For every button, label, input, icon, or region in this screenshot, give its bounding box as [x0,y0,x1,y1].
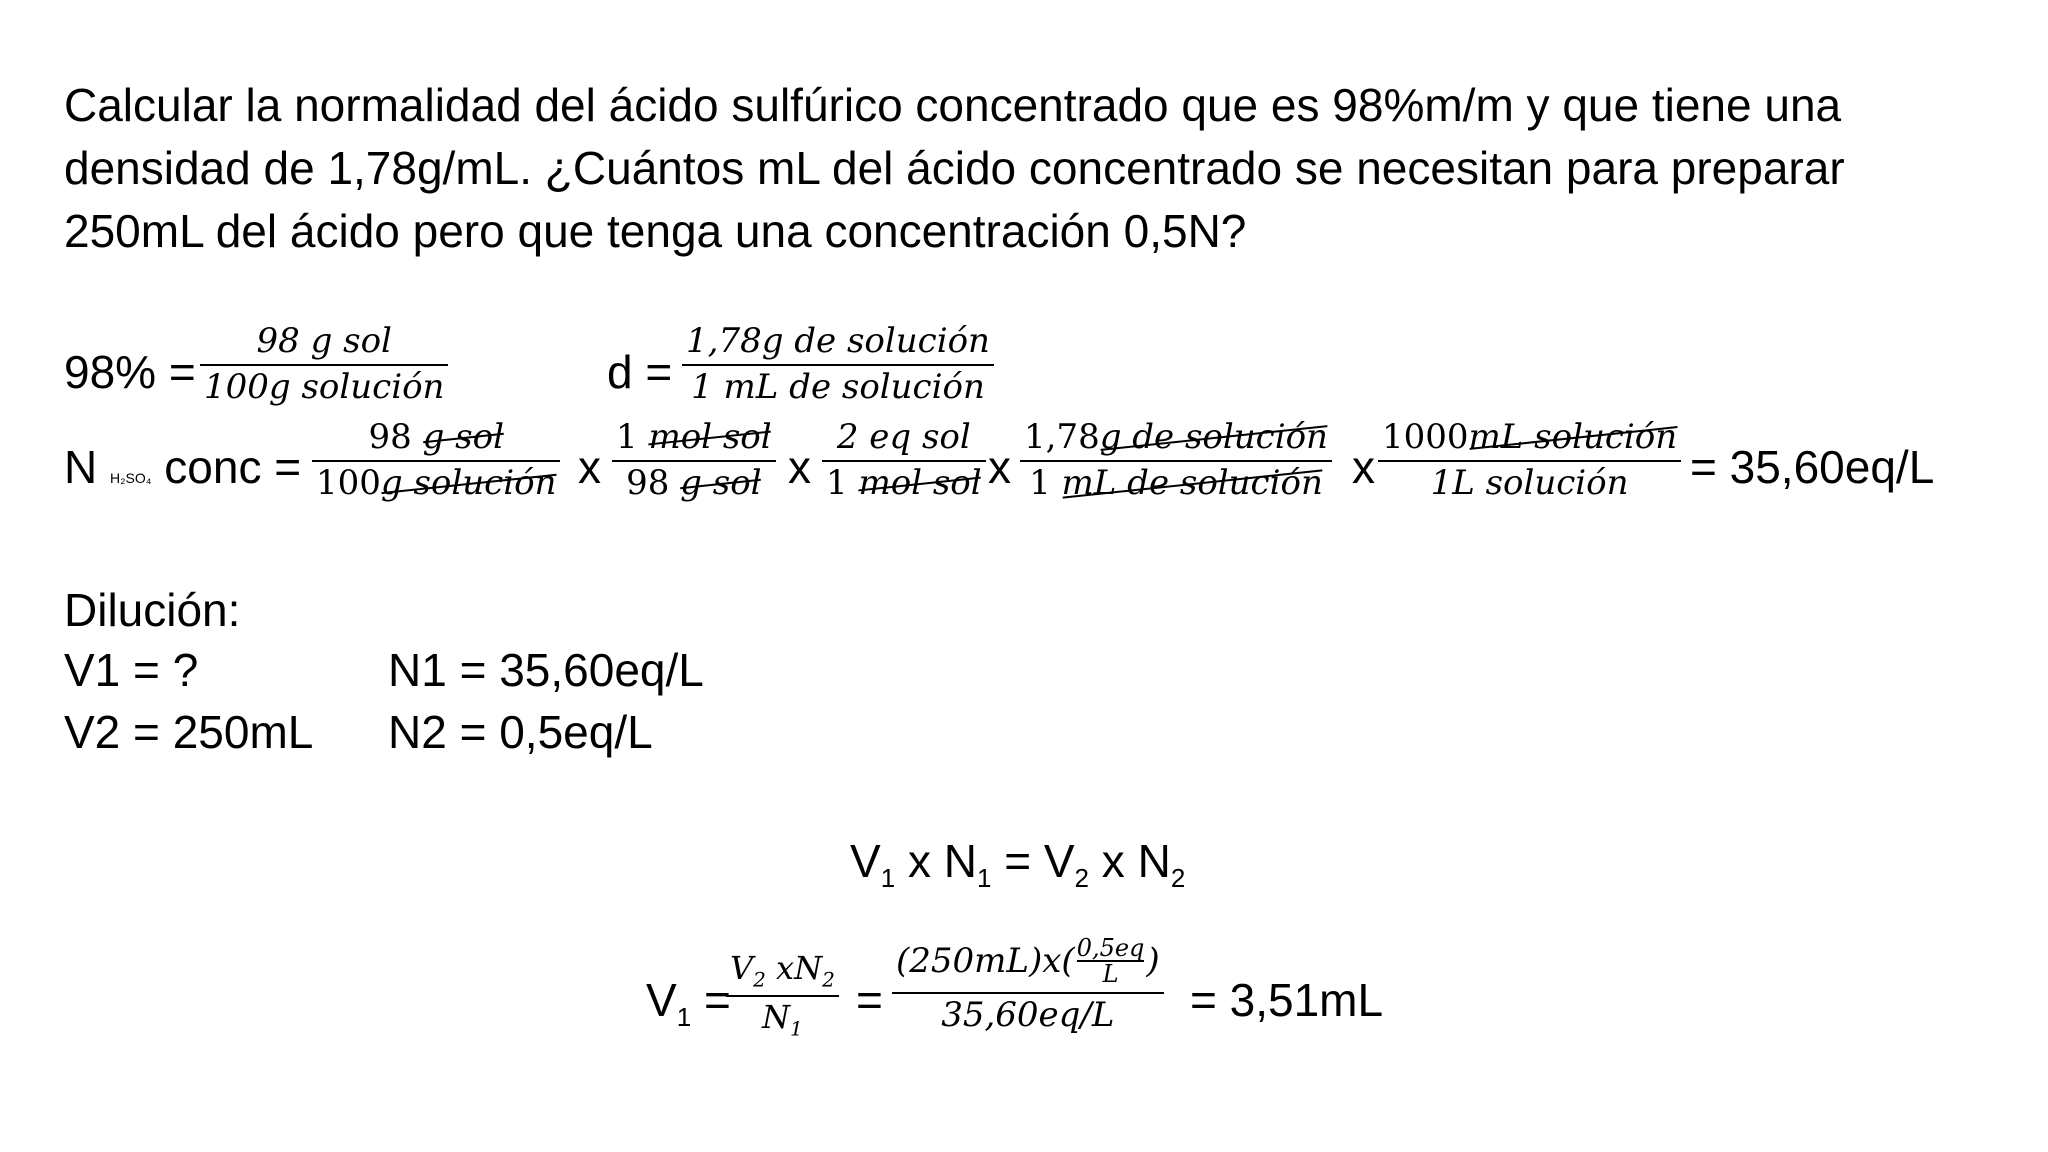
eq3-fraction-5: 1000mL solución 1L solución [1378,420,1681,500]
dilution-v1: V1 = ? [64,644,199,696]
eq3-result: = 35,60eq/L [1690,441,1935,493]
eq3-fraction-4: 1,78g de solución 1 mL de solución [1020,420,1332,500]
eq3-fraction-1: 98 g sol 100g solución [312,420,560,500]
dilution-n1: N1 = 35,60eq/L [388,644,704,696]
problem-line-1: Calcular la normalidad del ácido sulfúrico concentrado que es 98%m/m y que tiene una [64,79,1842,131]
eq3-times-3: x [988,441,1011,493]
final-fraction-1: $V_2$ $xN_2$ $N_1$ [726,952,839,1039]
eq3-f5-den: 1L solución [1430,463,1629,503]
final-equals-2: = [856,974,883,1026]
problem-line-3: 250mL del ácido pero que tenga una concentración 0,5N? [64,205,1247,257]
eq2-lhs: d = [607,346,673,398]
eq3-lhs [64,441,302,493]
inner-fraction: 0,5eq L [1076,934,1145,988]
dilution-n2: N2 = 0,5eq/L [388,706,653,758]
dilution-formula: $V_1$ x $N_1 = V_2$ x $N_2$ [850,835,1186,893]
eq3-fraction-3: 2 eq sol 1 mol sol [822,420,986,500]
eq1-numerator: 98 g sol [256,321,392,361]
final-fraction-2: (250mL)x( 0,5eq L ) 35,60eq/L [892,936,1164,1032]
eq3-f3-num: 2 eq sol [836,417,971,457]
eq3-fraction-2: 1 mol sol 98 g sol [612,420,776,500]
eq2-fraction [682,321,994,407]
dilution-v2: V2 = 250mL [64,706,314,758]
eq1-denominator: 100g solución [204,367,445,407]
eq2-denominator: 1 mL de solución [691,367,985,407]
problem-line-2: densidad de 1,78g/mL. ¿Cuántos mL del ácido concentrado se necesitan para preparar [64,142,1845,194]
eq3-n: N [64,441,98,493]
fraction-bar [682,364,994,366]
final-result: = 3,51mL [1190,974,1384,1026]
final-lhs: $V_1$ = [646,974,731,1032]
dilution-heading: Dilución: [64,584,241,636]
eq3-conc: conc = [164,441,302,493]
eq3-formula: H₂SO₄ [110,470,152,486]
final-fraction-2-den: 35,60eq/L [941,995,1115,1035]
eq3-times-1: x [578,441,601,493]
fraction-bar [200,364,448,366]
eq2-numerator: 1,78g de solución [686,321,990,361]
eq3-times-2: x [788,441,811,493]
eq1-lhs: 98% = [64,346,196,398]
eq1-fraction [200,321,448,407]
eq3-times-4: x [1352,441,1375,493]
